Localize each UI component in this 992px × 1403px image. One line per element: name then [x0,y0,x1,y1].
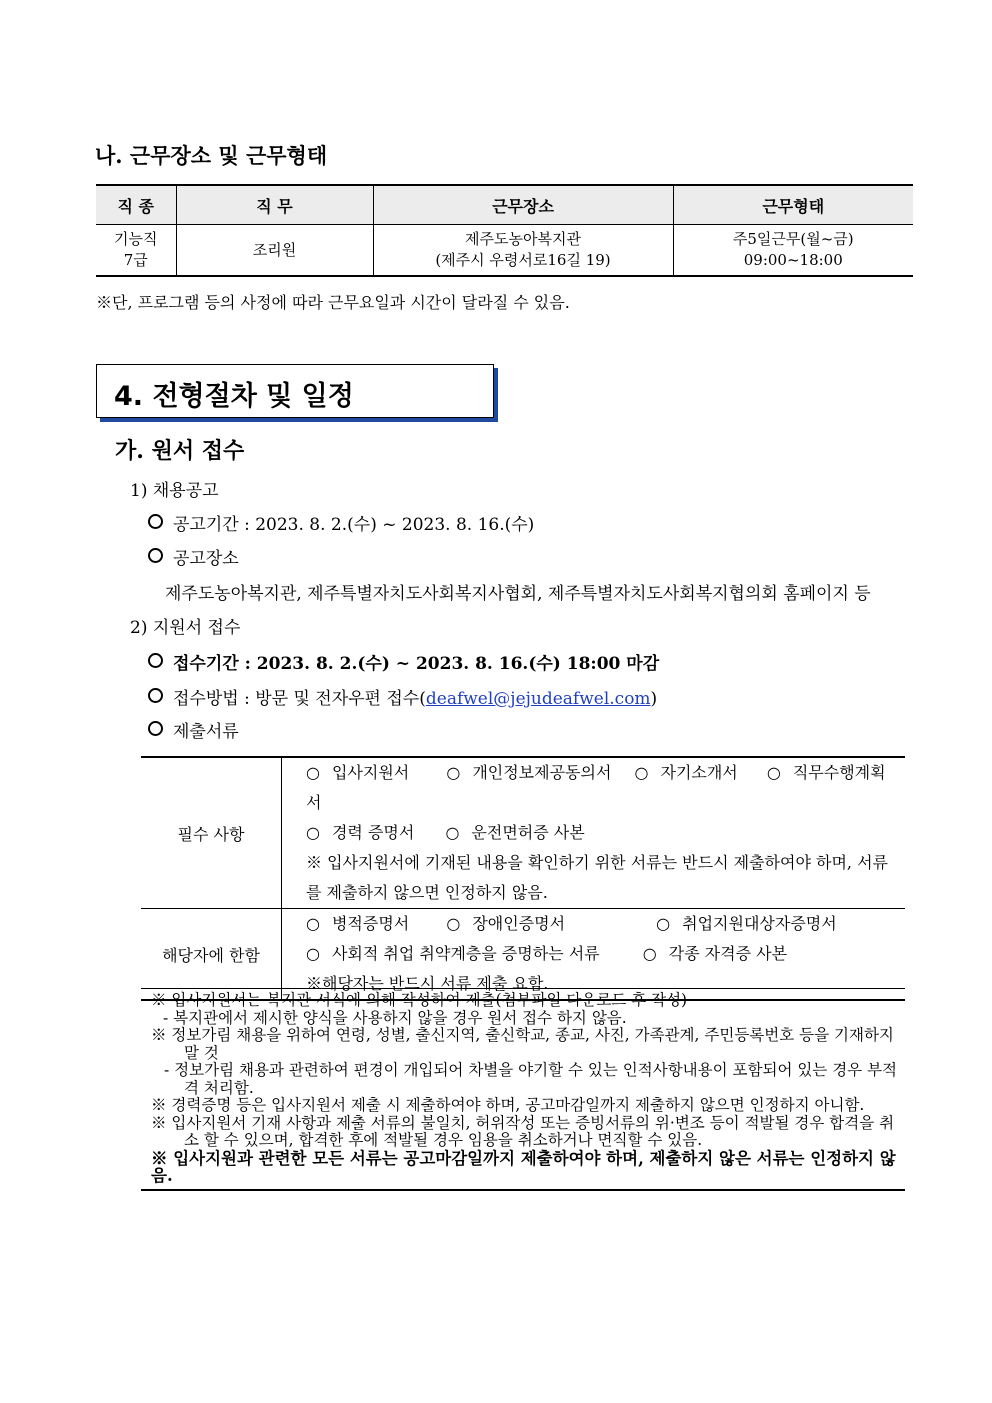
submission-period: 접수기간 : 2023. 8. 2.(수) ~ 2023. 8. 16.(수) 18:00 마감 [148,649,659,674]
cell-work-place: 제주도농아복지관 (제주시 우령서로16길 19) [373,225,673,277]
bullet-circle-icon [148,721,163,736]
bullet-icon: ○ [634,763,649,782]
cell-work-form: 주5일근무(월~금) 09:00~18:00 [673,225,913,277]
section-4-title: 4. 전형절차 및 일정 [114,381,354,412]
note-4: ※ 입사지원서 기재 사항과 제출 서류의 불일치, 허위작성 또는 증빙서류의 위·변조 등이 적발될 경우 합격을 취소 할 수 있으며, 합격한 후에 적발될 경우 임용을 취소하거나 면직할 수 있음. [151,1113,895,1149]
bullet-icon: ○ [656,914,671,933]
optional-label: 해당자에 한함 [141,909,282,1001]
bullet-icon: ○ [306,944,320,963]
section-4-heading-box [96,364,494,418]
optional-items-row2: ○ 사회적 취업 취약계층을 증명하는 서류 ○ 각종 자격증 사본 [306,939,897,969]
note-2a: - 정보가림 채용과 관련하여 편경이 개입되어 차별을 야기할 수 있는 인적사항내용이 포함되어 있는 경우 부적격 처리함. [164,1061,898,1097]
note-3: ※ 경력증명 등은 입사지원서 제출 시 제출하여야 하며, 공고마감일까지 제출하지 않으면 인정하지 아니함. [151,1096,865,1114]
bullet-circle-icon [148,688,163,703]
required-label: 필수 사항 [141,757,282,909]
bullet-icon: ○ [306,763,320,782]
required-items-row1: ○ 입사지원서 ○ 개인정보제공동의서 ○ 자기소개서 ○ 직무수행계획서 [306,758,897,818]
section-title-work-place: 나. 근무장소 및 근무형태 [95,143,328,168]
item-2-label: 2) 지원서 접수 [130,618,241,638]
documents-label: 제출서류 [148,717,239,742]
note-1: ※ 입사지원서는 복지관 서식에 의해 작성하여 제출(첨부파일 다운로드 후 작성) [151,991,688,1009]
table-row [96,225,913,277]
bullet-icon: ○ [766,763,781,782]
bullet-icon: ○ [306,914,320,933]
bullet-icon: ○ [642,944,657,963]
cell-job-type: 기능직 7급 [96,225,176,277]
header-job-type: 직 종 [96,185,176,225]
work-table-note: ※단, 프로그램 등의 사정에 따라 근무요일과 시간이 달라질 수 있음. [96,293,570,312]
item-1-label: 1) 채용공고 [130,481,219,501]
required-content [282,757,906,909]
notes-box [141,988,905,1191]
email-link[interactable]: deafwel@jejudeafwel.com [425,689,651,709]
table-header-row [96,185,913,225]
announcement-place-text: 제주도농아복지관, 제주특별자치도사회복지사협회, 제주특별자치도사회복지협의회 홈페이지 등 [165,584,871,604]
bullet-icon: ○ [445,823,460,842]
subsection-title-application: 가. 원서 접수 [115,438,245,464]
submission-method: 접수방법 : 방문 및 전자우편 접수(deafwel@jejudeafwel.com) [148,684,657,709]
note-5: ※ 입사지원과 관련한 모든 서류는 공고마감일까지 제출하여야 하며, 제출하지 않은 서류는 인정하지 않음. [151,1148,896,1185]
table-row [141,757,905,909]
documents-table [141,756,905,1001]
header-work-form: 근무형태 [673,185,913,225]
required-note: ※ 입사지원서에 기재된 내용을 확인하기 위한 서류는 반드시 제출하여야 하며, 서류 를 제출하지 않으면 인정하지 않음. [306,853,888,902]
bullet-icon: ○ [446,763,461,782]
bullet-circle-icon [148,514,163,529]
work-place-table [96,184,913,277]
cell-duty: 조리원 [176,225,373,277]
optional-content [282,909,906,1001]
optional-note: ※해당자는 반드시 서류 제출 요함. [306,974,549,993]
note-1a: - 복지관에서 제시한 양식을 사용하지 않을 경우 원서 접수 하지 않음. [163,1008,627,1027]
bullet-circle-icon [148,548,163,563]
announcement-place-label: 공고장소 [148,544,239,569]
note-2: ※ 정보가림 채용을 위하여 연령, 성별, 출신지역, 출신학교, 종교, 사진, 가족관계, 주민등록번호 등을 기재하지 말 것 [151,1026,894,1062]
bullet-icon: ○ [306,823,320,842]
table-row [141,909,905,1001]
bullet-circle-icon [148,653,163,668]
announcement-period: 공고기간 : 2023. 8. 2.(수) ~ 2023. 8. 16.(수) [148,510,534,535]
required-items-row2: ○ 경력 증명서 ○ 운전면허증 사본 [306,818,897,848]
optional-items-row1: ○ 병적증명서 ○ 장애인증명서 ○ 취업지원대상자증명서 [306,909,897,939]
header-duty: 직 무 [176,185,373,225]
bullet-icon: ○ [446,914,461,933]
header-work-place: 근무장소 [373,185,673,225]
